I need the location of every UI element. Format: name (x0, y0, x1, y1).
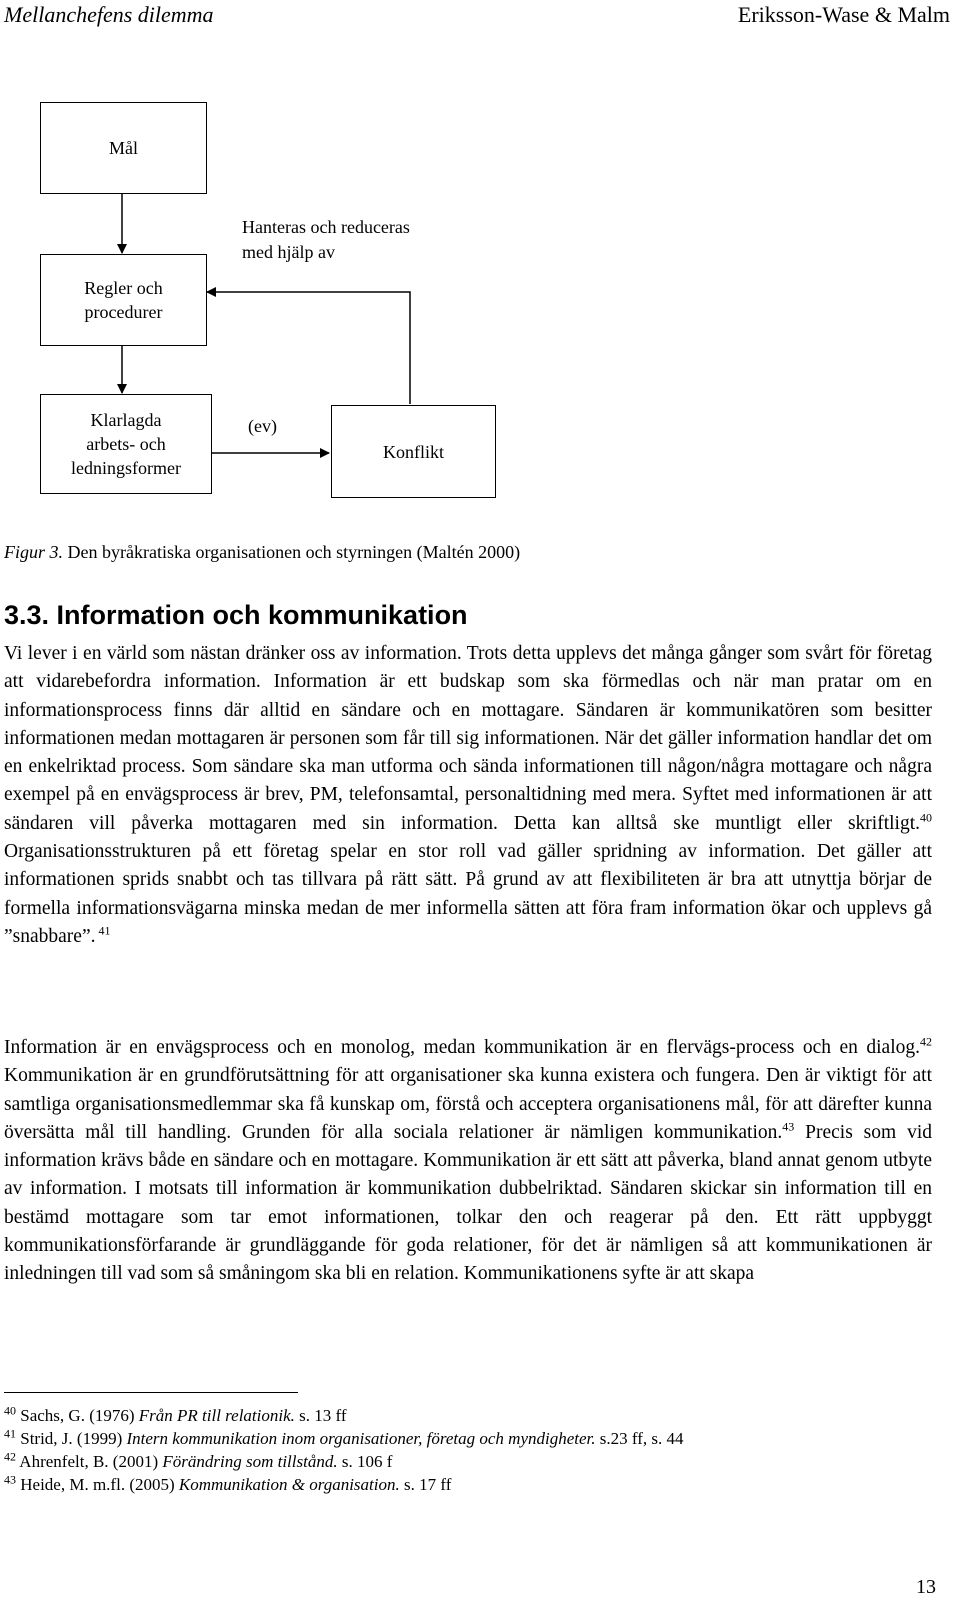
paragraph-1-text-b: Organisationsstrukturen på ett företag spelar en stor roll vad gäller spridning av information. Det gäller att informationen sprids snabbt och tas tillvara på rätt sätt. På grund av att flexibiliteten är bra att utnyttja börjar de formella informationsvägarna minska medan de mer informella sätten att föra fram information ökar och upplevs gå ”snabbare”. (4, 841, 932, 947)
running-header-authors: Eriksson-Wase & Malm (737, 2, 950, 27)
footnote-title: Kommunikation & organisation. (178, 1475, 400, 1494)
box-goal-label: Mål (109, 138, 138, 158)
running-header-title: Mellanchefens dilemma (4, 2, 214, 27)
paragraph-2-text-a: Information är en envägsprocess och en monolog, medan kommunikation är en flervägs-process och en dialog. (4, 1037, 920, 1058)
footnote-pages: s. 13 ff (294, 1406, 347, 1425)
footnote-author: Strid, J. (1999) (16, 1429, 127, 1448)
label-ev: (ev) (248, 416, 277, 436)
section-heading: 3.3. Information och kommunikation (4, 600, 468, 630)
box-conflict-label: Konflikt (383, 441, 444, 462)
paragraph-2-text-b: Kommunikation är en grundförutsättning för att organisationer ska kunna existera och fungera. Den är viktigt för att samtliga organisationsmedlemmar ska få kunskap om, förstå och acceptera organisationens mål, för att därefter kunna översätta mål till handling. Grunden för alla sociala relationer är nämligen kommunikation. (4, 1065, 932, 1143)
label-handled-line2: med hjälp av (242, 242, 335, 262)
footnote-ref-41[interactable]: 41 (95, 923, 111, 938)
box-rules-line2: procedurer (84, 302, 163, 322)
footnote-ref-42[interactable]: 42 (920, 1034, 932, 1049)
body-paragraph-1 (4, 640, 932, 951)
footnote-pages: s.23 ff, s. 44 (595, 1429, 684, 1448)
footnote-pages: s. 17 ff (399, 1475, 452, 1494)
footnote-title: Från PR till relationik. (138, 1406, 295, 1425)
footnote-separator (4, 1392, 298, 1393)
body-paragraph-2 (4, 1034, 932, 1289)
page-number: 13 (916, 1576, 936, 1598)
footnote-pages: s. 106 f (337, 1452, 393, 1471)
figure-number: Figur 3. (4, 542, 64, 562)
footnote-40 (4, 1405, 347, 1427)
footnote-title: Förändring som tillstånd. (162, 1452, 338, 1471)
box-goal (40, 102, 207, 194)
box-rules-line1: Regler och (84, 278, 163, 298)
footnote-ref-43[interactable]: 43 (782, 1119, 795, 1134)
footnote-number: 41 (4, 1426, 16, 1441)
box-forms-line1: Klarlagda (90, 410, 162, 430)
box-conflict (331, 405, 496, 498)
footnote-number: 42 (4, 1449, 16, 1464)
footnote-ref-40[interactable]: 40 (920, 810, 932, 825)
figure-caption (4, 542, 520, 563)
footnote-title: Intern kommunikation inom organisationer, företag och myndigheter. (126, 1429, 596, 1448)
arrow-conflict-to-rules (207, 292, 410, 404)
label-handled (242, 215, 410, 265)
box-rules (40, 254, 207, 346)
label-handled-line1: Hanteras och reduceras (242, 217, 410, 237)
footnote-number: 43 (4, 1472, 16, 1487)
paragraph-1-text-a: Vi lever i en värld som nästan dränker oss av information. Trots detta upplevs det många gånger som svårt för företag att vidarebefordra information. Information är ett budskap som ska förmedlas och när man pratar om en informationsprocess finns där alltid en sändare och en mottagare. Sändaren är kommunikatören som besitter informationen medan mottagaren är personen som får till sig informationen. När det gäller information handlar det om en enkelriktad process. Som sändare ska man utforma och sända informationen till någon/några mottagare och några exempel på en envägsprocess är brev, PM, telefonsamtal, personaltidning med mera. Syftet med informationen är att sändaren vill påverka mottagaren med sin information. Detta kan alltså ske muntligt eller skriftligt. (4, 643, 932, 834)
footnote-number: 40 (4, 1403, 16, 1418)
box-forms-line3: ledningsformer (71, 458, 181, 478)
footnote-author: Ahrenfelt, B. (2001) (16, 1452, 163, 1471)
footnote-43 (4, 1474, 451, 1496)
box-forms-line2: arbets- och (86, 434, 166, 454)
box-forms (40, 394, 212, 494)
paragraph-2-text-c: Precis som vid information krävs både en sändare och en mottagare. Kommunikation är ett sätt att påverka, bland annat genom utbyte av information. I motsats till information är kommunikation dubbelriktad. Sändaren skickar sin information till en bestämd mottagare som tar emot informationen, tolkar den och reagerar på den. Ett rätt uppbyggt kommunikationsförfarande är grundläggande för goda relationer, för det är nämligen så att kommunikationen är inledningen till vad som så småningom ska bli en relation. Kommunikationens syfte är att skapa (4, 1121, 932, 1285)
footnote-author: Sachs, G. (1976) (16, 1406, 139, 1425)
footnote-41 (4, 1428, 684, 1450)
footnote-42 (4, 1451, 392, 1473)
footnote-author: Heide, M. m.fl. (2005) (16, 1475, 179, 1494)
figure-caption-text: Den byråkratiska organisationen och styrningen (Maltén 2000) (63, 542, 521, 562)
